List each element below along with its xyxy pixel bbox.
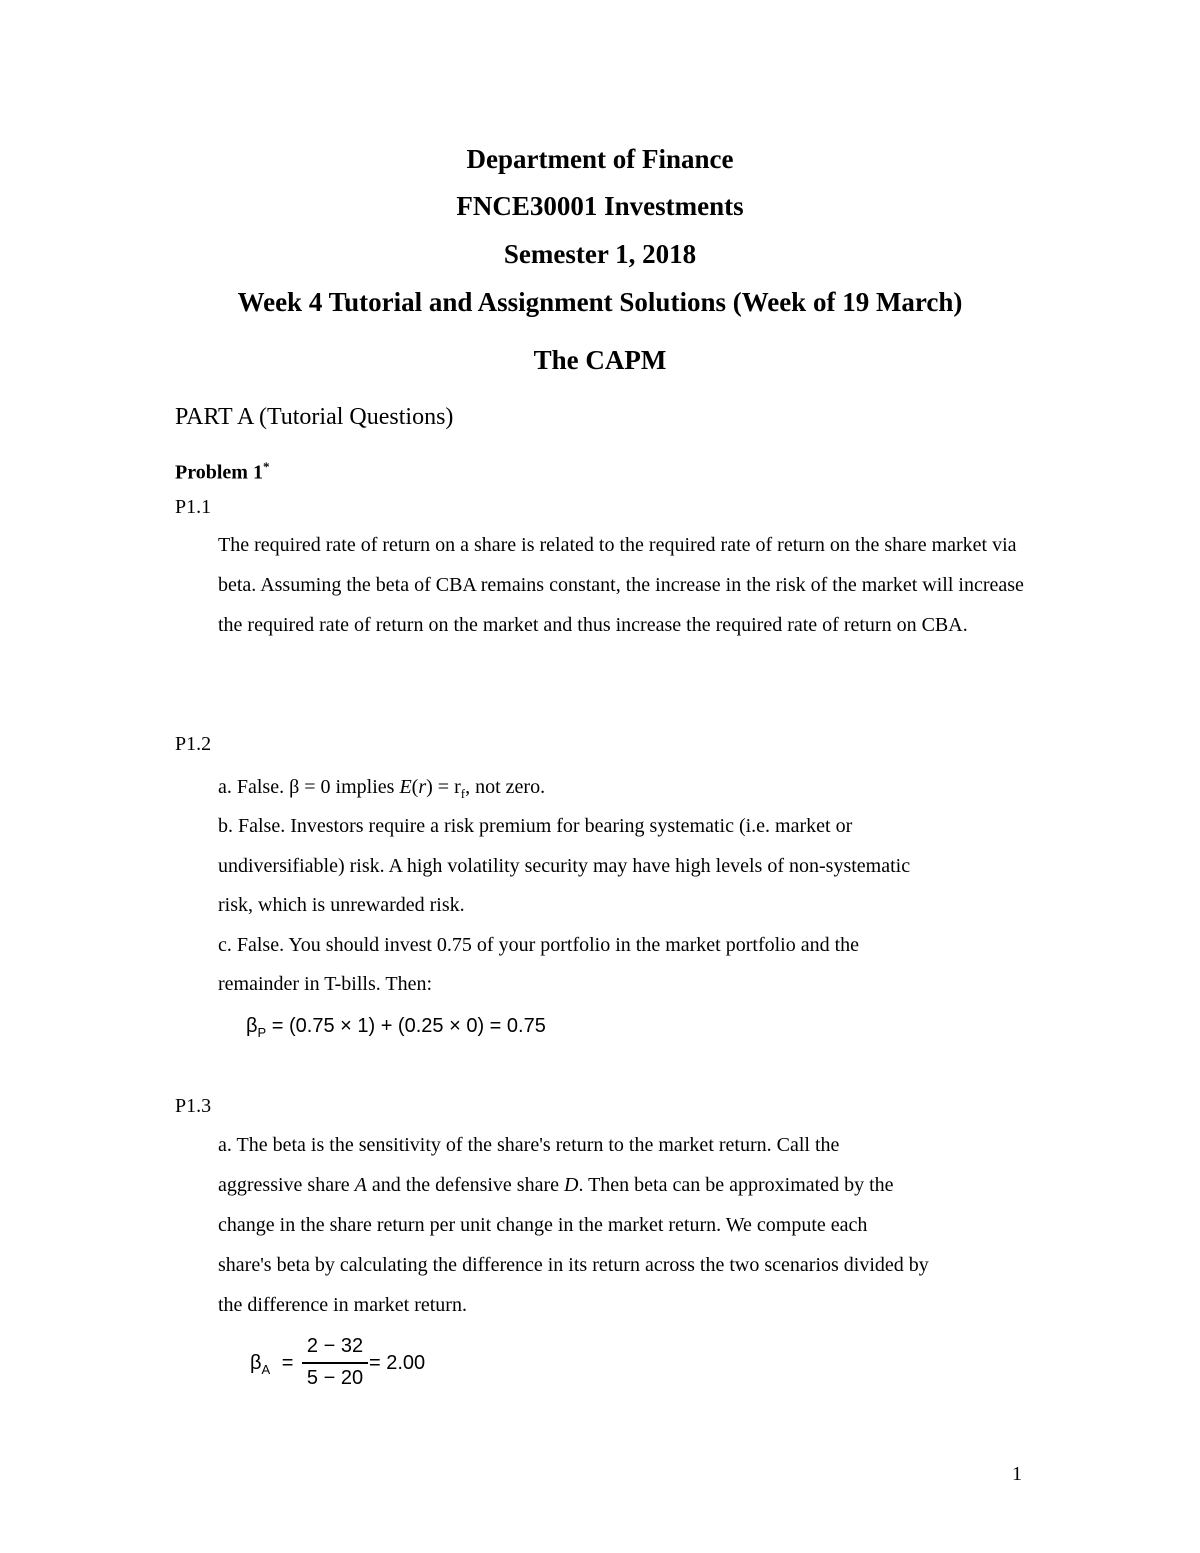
p1-3-a-line2 bbox=[218, 1172, 894, 1198]
beta-p-symbol: β bbox=[246, 1015, 258, 1037]
p1-2-a: a. False. β = 0 implies $E(r) = r_f$, not zero. bbox=[218, 776, 546, 801]
problem-1-marker: * bbox=[262, 459, 270, 474]
p1-2-a-mid: = r bbox=[432, 776, 461, 798]
p1-2-a-return: r bbox=[418, 776, 427, 798]
share-a-label: A bbox=[354, 1174, 367, 1196]
problem-1-heading bbox=[175, 454, 269, 486]
semester-title: Semester 1, 2018 bbox=[503, 239, 697, 269]
beta-a-result: = 2.00 bbox=[369, 1352, 426, 1374]
problem-1-label: Problem 1 bbox=[175, 461, 263, 484]
p1-2-c-line1: c. False. You should invest 0.75 of your portfolio in the market portfolio and the bbox=[218, 934, 860, 956]
p1-1-label: P1.1 bbox=[175, 496, 212, 518]
p1-3-a-line3: change in the share return per unit change in the market return. We compute each bbox=[218, 1214, 868, 1236]
page-number: 1 bbox=[1012, 1463, 1022, 1485]
beta-a-symbol: β bbox=[250, 1352, 262, 1374]
p1-2-label: P1.2 bbox=[175, 733, 212, 755]
part-a-heading: PART A (Tutorial Questions) bbox=[175, 404, 454, 430]
beta-a-lhs bbox=[250, 1350, 293, 1383]
share-d-label: D bbox=[563, 1174, 579, 1196]
course-title: FNCE30001 Investments bbox=[456, 191, 744, 221]
p1-2-b-line3: risk, which is unrewarded risk. bbox=[218, 894, 465, 916]
p1-2-a-prefix: a. False. β = 0 implies bbox=[218, 776, 400, 798]
p1-3-a-line2-post: . Then beta can be approximated by the bbox=[578, 1174, 894, 1196]
p1-2-c-line2: remainder in T-bills. Then: bbox=[218, 973, 433, 995]
p1-1-text: The required rate of return on a share is related to the required rate of return on the share market via beta. Assuming the beta of CBA remains constant, the increase in the risk of the market will increase the required rate of return on the market and thus increase the required rate of return on CBA. bbox=[218, 534, 1024, 636]
week-title: Week 4 Tutorial and Assignment Solutions (Week of 19 March) bbox=[237, 287, 963, 317]
fraction-numerator: 2 − 32 bbox=[306, 1335, 364, 1357]
beta-p-formula bbox=[246, 1013, 546, 1046]
fraction-denominator: 5 − 20 bbox=[306, 1367, 364, 1389]
p1-3-label: P1.3 bbox=[175, 1095, 212, 1117]
department-title: Department of Finance bbox=[466, 144, 734, 174]
p1-2-a-suffix: , not zero. bbox=[465, 776, 546, 798]
p1-3-a-line1: a. The beta is the sensitivity of the share's return to the market return. Call the bbox=[218, 1134, 840, 1156]
beta-p-expression: = (0.75 × 1) + (0.25 × 0) = 0.75 bbox=[266, 1015, 546, 1037]
beta-a-sub: A bbox=[261, 1362, 271, 1377]
p1-2-a-sub: f bbox=[460, 786, 466, 801]
p1-2-b-line2: undiversifiable) risk. A high volatility security may have high levels of non-systematic bbox=[218, 855, 911, 877]
beta-p-sub: P bbox=[257, 1025, 267, 1040]
p1-3-a-line5: the difference in market return. bbox=[218, 1294, 467, 1316]
fraction-bar bbox=[302, 1362, 368, 1364]
p1-2-b-line1: b. False. Investors require a risk premium for bearing systematic (i.e. market or bbox=[218, 815, 853, 837]
p1-2-a-expected: E bbox=[399, 776, 412, 798]
topic-title: The CAPM bbox=[533, 345, 667, 375]
p1-3-a-line2-mid: and the defensive share bbox=[366, 1174, 564, 1196]
p1-3-a-line4: share's beta by calculating the difference in its return across the two scenarios divided by bbox=[218, 1254, 929, 1276]
p1-3-a-line2-pre: aggressive share bbox=[218, 1174, 355, 1196]
beta-a-equals: = bbox=[281, 1352, 294, 1374]
